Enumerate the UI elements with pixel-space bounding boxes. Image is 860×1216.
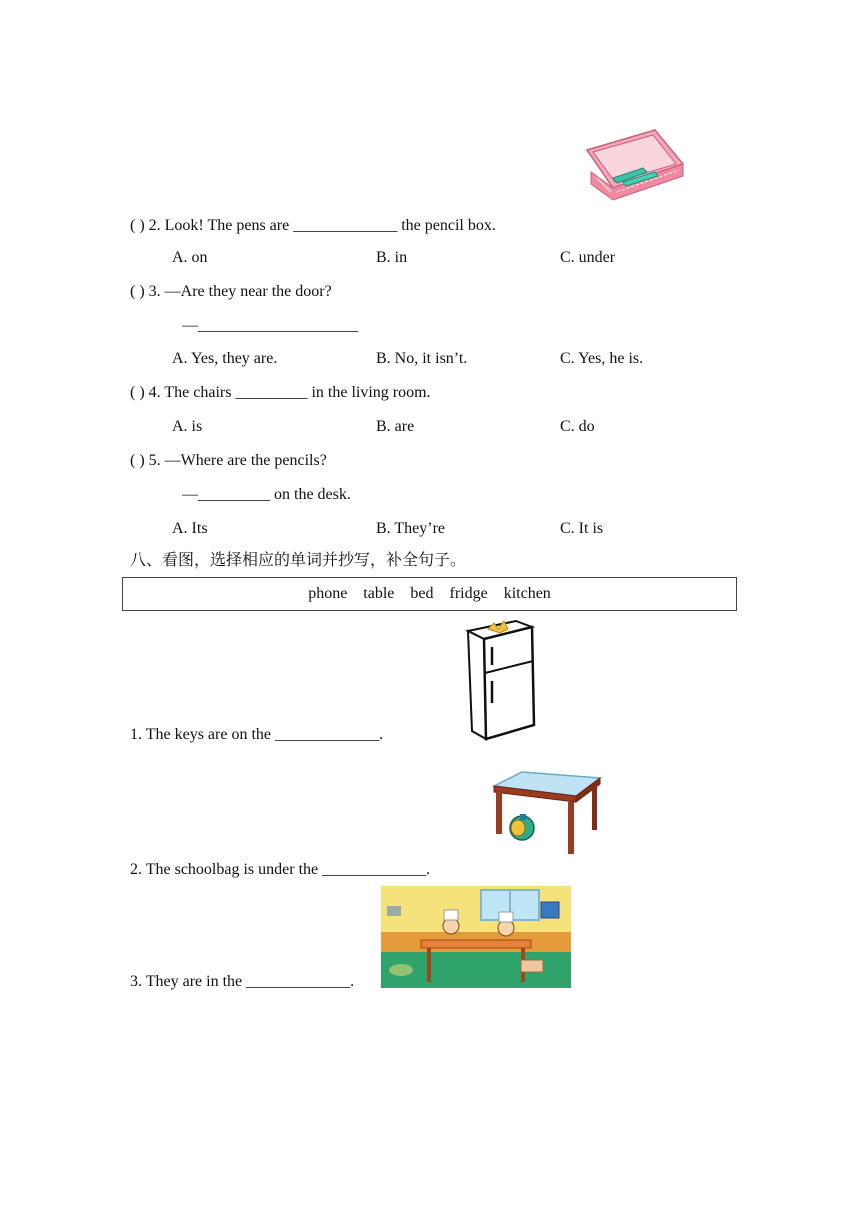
word-bank-word: fridge [449, 585, 488, 602]
question-3-stem: ( ) 3. —Are they near the door? [130, 283, 332, 300]
question-5-answer-line: —_________ on the desk. [182, 486, 351, 503]
word-bank-word: bed [410, 585, 434, 602]
question-3-option-a: A. Yes, they are. [172, 350, 278, 367]
question-5-option-a: A. Its [172, 520, 208, 537]
sentence-1: 1. The keys are on the _____________. [130, 726, 383, 743]
word-bank-word: kitchen [503, 585, 551, 602]
word-bank-word: table [363, 585, 395, 602]
question-5-stem: ( ) 5. —Where are the pencils? [130, 452, 327, 469]
sentence-3: 3. They are in the _____________. [130, 973, 355, 990]
question-3-option-b: B. No, it isn’t. [376, 350, 468, 367]
question-2-stem: ( ) 2. Look! The pens are _____________ the pencil box. [130, 217, 496, 234]
question-4-stem: ( ) 4. The chairs _________ in the living room. [130, 384, 431, 401]
section-8-title: 八、看图，选择相应的单词并抄写，补全句子。 [130, 552, 467, 569]
question-2-option-a: A. on [172, 249, 208, 266]
table-image [492, 770, 602, 858]
sentence-2: 2. The schoolbag is under the _____________. [130, 861, 431, 878]
question-4-option-c: C. do [560, 418, 595, 435]
fridge-image [464, 617, 538, 743]
question-4-option-a: A. is [172, 418, 203, 435]
question-4-option-b: B. are [376, 418, 415, 435]
question-5-option-b: B. They’re [376, 520, 446, 537]
question-3-option-c: C. Yes, he is. [560, 350, 644, 367]
kitchen-image [381, 886, 571, 988]
word-bank-word: phone [308, 585, 348, 602]
question-2-option-c: C. under [560, 249, 616, 266]
question-2-option-b: B. in [376, 249, 408, 266]
word-bank-box [122, 577, 737, 611]
question-3-answer-line: —____________________ [182, 317, 358, 334]
pencil-box-image [583, 128, 685, 202]
question-5-option-c: C. It is [560, 520, 604, 537]
